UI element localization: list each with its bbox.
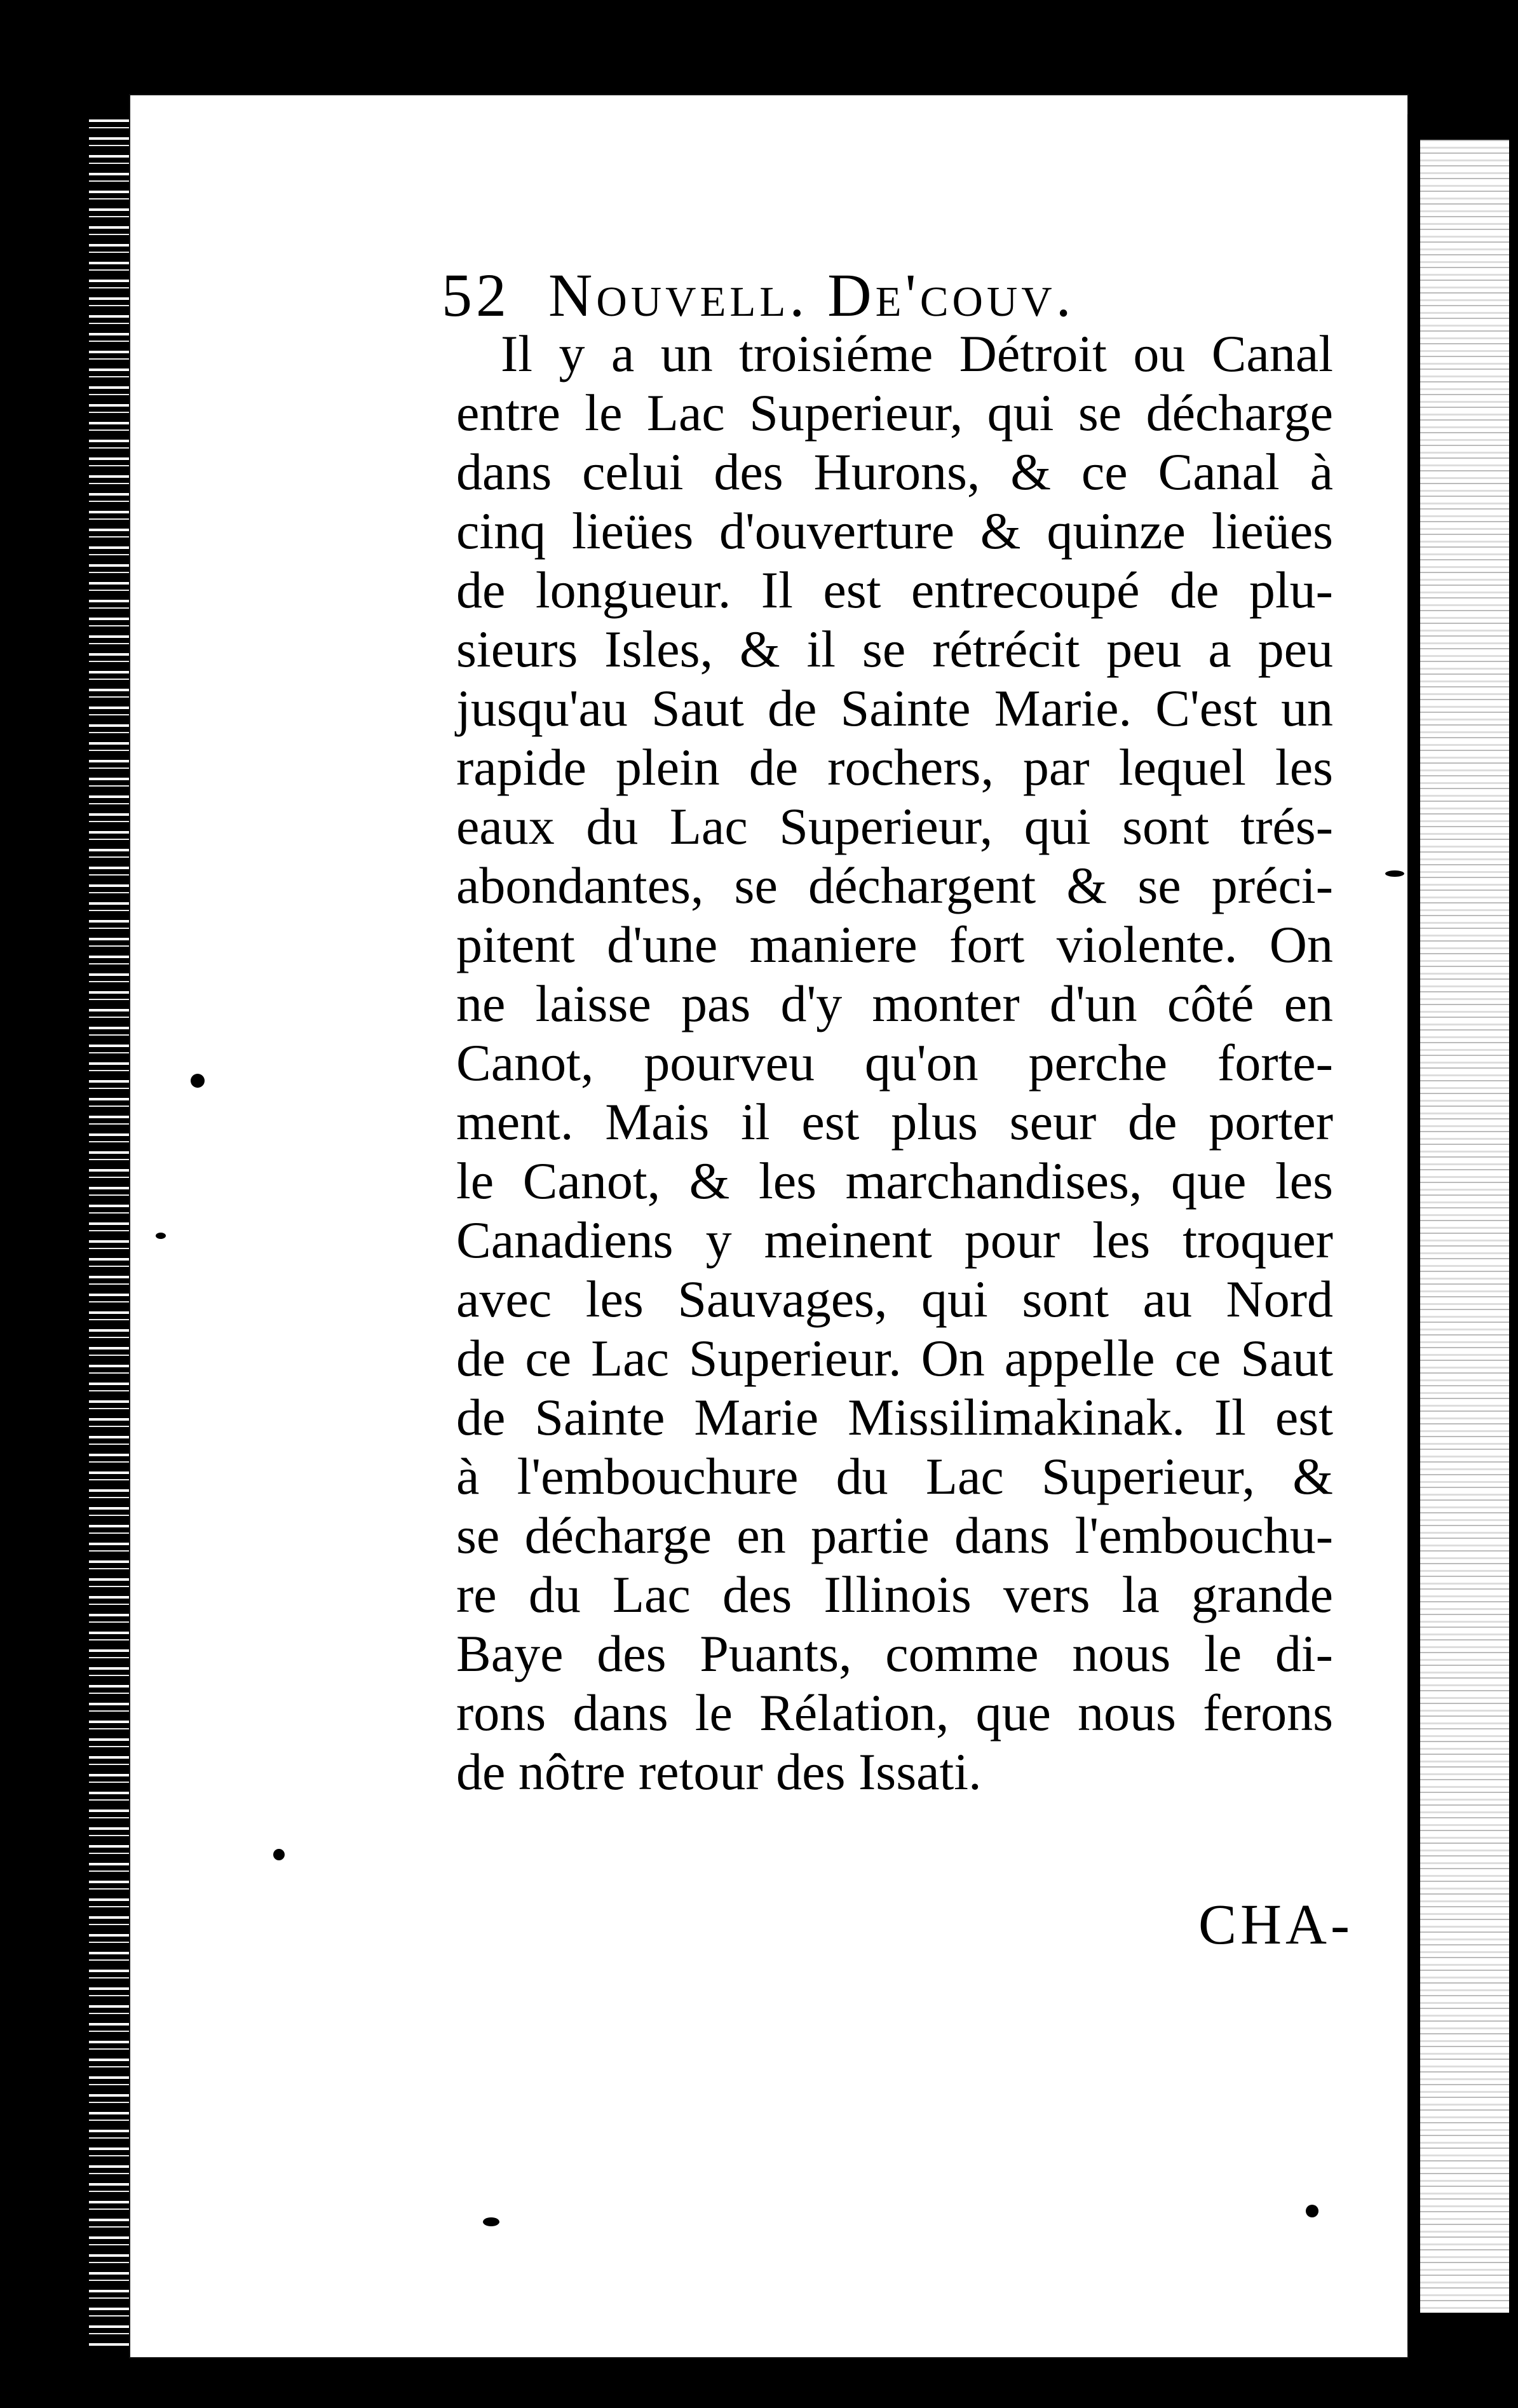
text-line: rons dans le Rélation, que nous ferons	[456, 1684, 1333, 1742]
text-line: Baye des Puants, comme nous le di-	[456, 1625, 1333, 1682]
text-line: cinq lieües d'ouverture & quinze lieües	[456, 502, 1333, 560]
ink-speck	[156, 1233, 166, 1239]
text-line: de longueur. Il est entrecoupé de plu-	[456, 561, 1333, 619]
text-line: entre le Lac Superieur, qui se décharge	[456, 384, 1333, 442]
text-line: à l'embouchure du Lac Superieur, &	[456, 1447, 1333, 1505]
text-line: ne laisse pas d'y monter d'un côté en	[456, 975, 1333, 1032]
catchword: CHA-	[1198, 1893, 1353, 1956]
text-line: le Canot, & les marchandises, que les	[456, 1152, 1333, 1210]
text-line: avec les Sauvages, qui sont au Nord	[456, 1270, 1333, 1328]
text-line: re du Lac des Illinois vers la grande	[456, 1566, 1333, 1623]
left-scan-border	[89, 114, 130, 2351]
page-gutter	[1407, 114, 1420, 2351]
next-page-edge	[1420, 140, 1509, 2313]
text-line: rapide plein de rochers, par lequel les	[456, 738, 1333, 796]
text-line: Canot, pourveu qu'on perche forte-	[456, 1034, 1333, 1092]
running-title: Nouvell. De'couv.	[548, 261, 1075, 329]
text-line: Canadiens y meinent pour les troquer	[456, 1211, 1333, 1269]
text-line: de nôtre retour des Issati.	[456, 1743, 982, 1801]
text-line: de ce Lac Superieur. On appelle ce Saut	[456, 1329, 1333, 1387]
text-line: Il y a un troisiéme Détroit ou Canal	[501, 325, 1333, 382]
text-line: pitent d'une maniere fort violente. On	[456, 916, 1333, 973]
ink-speck	[273, 1849, 285, 1860]
text-line: jusqu'au Saut de Sainte Marie. C'est un	[456, 679, 1333, 737]
text-line: sieurs Isles, & il se rétrécit peu a peu	[456, 620, 1333, 678]
ink-speck	[483, 2217, 499, 2226]
ink-speck	[191, 1074, 205, 1088]
body-text	[456, 324, 1333, 1801]
text-line: abondantes, se déchargent & se préci-	[456, 856, 1333, 914]
ink-speck	[1385, 870, 1404, 877]
text-line: ment. Mais il est plus seur de porter	[456, 1093, 1333, 1151]
ink-speck	[1306, 2205, 1318, 2217]
text-line: se décharge en partie dans l'embouchu-	[456, 1506, 1333, 1564]
text-line: eaux du Lac Superieur, qui sont trés-	[456, 797, 1333, 855]
text-line: dans celui des Hurons, & ce Canal à	[456, 443, 1333, 501]
page-number: 52	[442, 261, 510, 329]
text-line: de Sainte Marie Missilimakinak. Il est	[456, 1388, 1333, 1446]
page-header	[442, 257, 1331, 334]
